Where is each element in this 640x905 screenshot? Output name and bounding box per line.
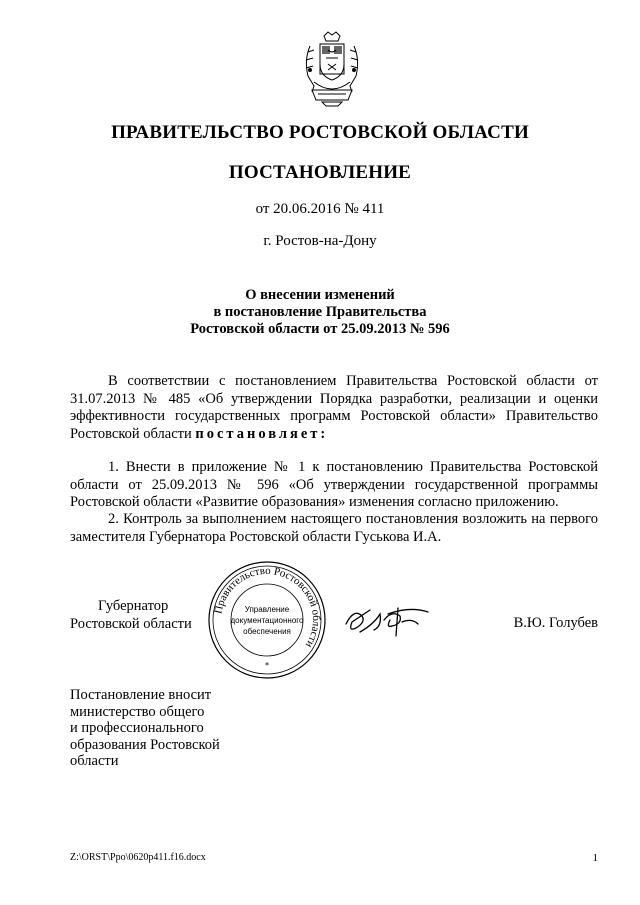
footer-file-path: Z:\ORST\Ppo\0620p411.f16.docx	[70, 852, 206, 863]
subject-line: в постановление Правительства	[213, 304, 427, 320]
signer-name: В.Ю. Голубев	[513, 615, 598, 631]
document-date-number: от 20.06.2016 № 411	[255, 201, 385, 217]
submitter-line: образования Ростовской	[70, 736, 220, 753]
submitter-line: области	[70, 753, 119, 769]
basis-paragraph	[70, 373, 598, 443]
svg-text:*: *	[265, 661, 269, 670]
signer-title	[70, 597, 192, 633]
organization-title: ПРАВИТЕЛЬСТВО РОСТОВСКОЙ ОБЛАСТИ	[111, 122, 529, 143]
footer-page-number: 1	[592, 852, 598, 864]
stamp-ring-text: Правительство Ростовской области	[212, 564, 323, 650]
decree-item-2	[70, 511, 598, 546]
submitter-line: Постановление вносит	[70, 687, 212, 703]
document-city: г. Ростов-на-Дону	[263, 233, 377, 249]
decree-word: постановляет:	[195, 425, 329, 442]
item-text: 2. Контроль за выполнением настоящего постановления возложить на первого заместителя Губернатора Ростовской области Гуськова И.А.	[70, 511, 598, 545]
document-type-title: ПОСТАНОВЛЕНИЕ	[228, 162, 412, 183]
basis-text: В соответствии с постановлением Правительства Ростовской области от 31.07.2013 № 485 «Об утверждении Порядка разработки, реализации и оценки эффективности государственных программ Ростовской области» Правительство Ростовской области	[70, 373, 598, 442]
document-subject	[0, 287, 640, 338]
submitter-note	[70, 687, 220, 770]
official-stamp	[207, 560, 327, 680]
coat-of-arms-icon	[298, 30, 366, 108]
item-text: 1. Внести в приложение № 1 к постановлению Правительства Ростовской области от 25.09.2013 № 596 «Об утверждении государственной программы Ростовской области «Развитие образования» изменения согласно приложению.	[70, 459, 598, 510]
stamp-center-line: документационного	[230, 616, 304, 625]
decree-item-1	[70, 459, 598, 512]
signer-title-line: Ростовской области	[70, 616, 192, 632]
subject-line: О внесении изменений	[245, 287, 395, 303]
stamp-center-line: обеспечения	[243, 627, 291, 636]
submitter-line: министерство общего	[70, 703, 205, 720]
submitter-line: и профессионального	[70, 720, 204, 736]
subject-line: Ростовской области от 25.09.2013 № 596	[190, 321, 450, 337]
handwritten-signature	[340, 598, 440, 642]
signer-title-line: Губернатор	[98, 598, 169, 614]
stamp-center-line: Управление	[244, 605, 290, 614]
